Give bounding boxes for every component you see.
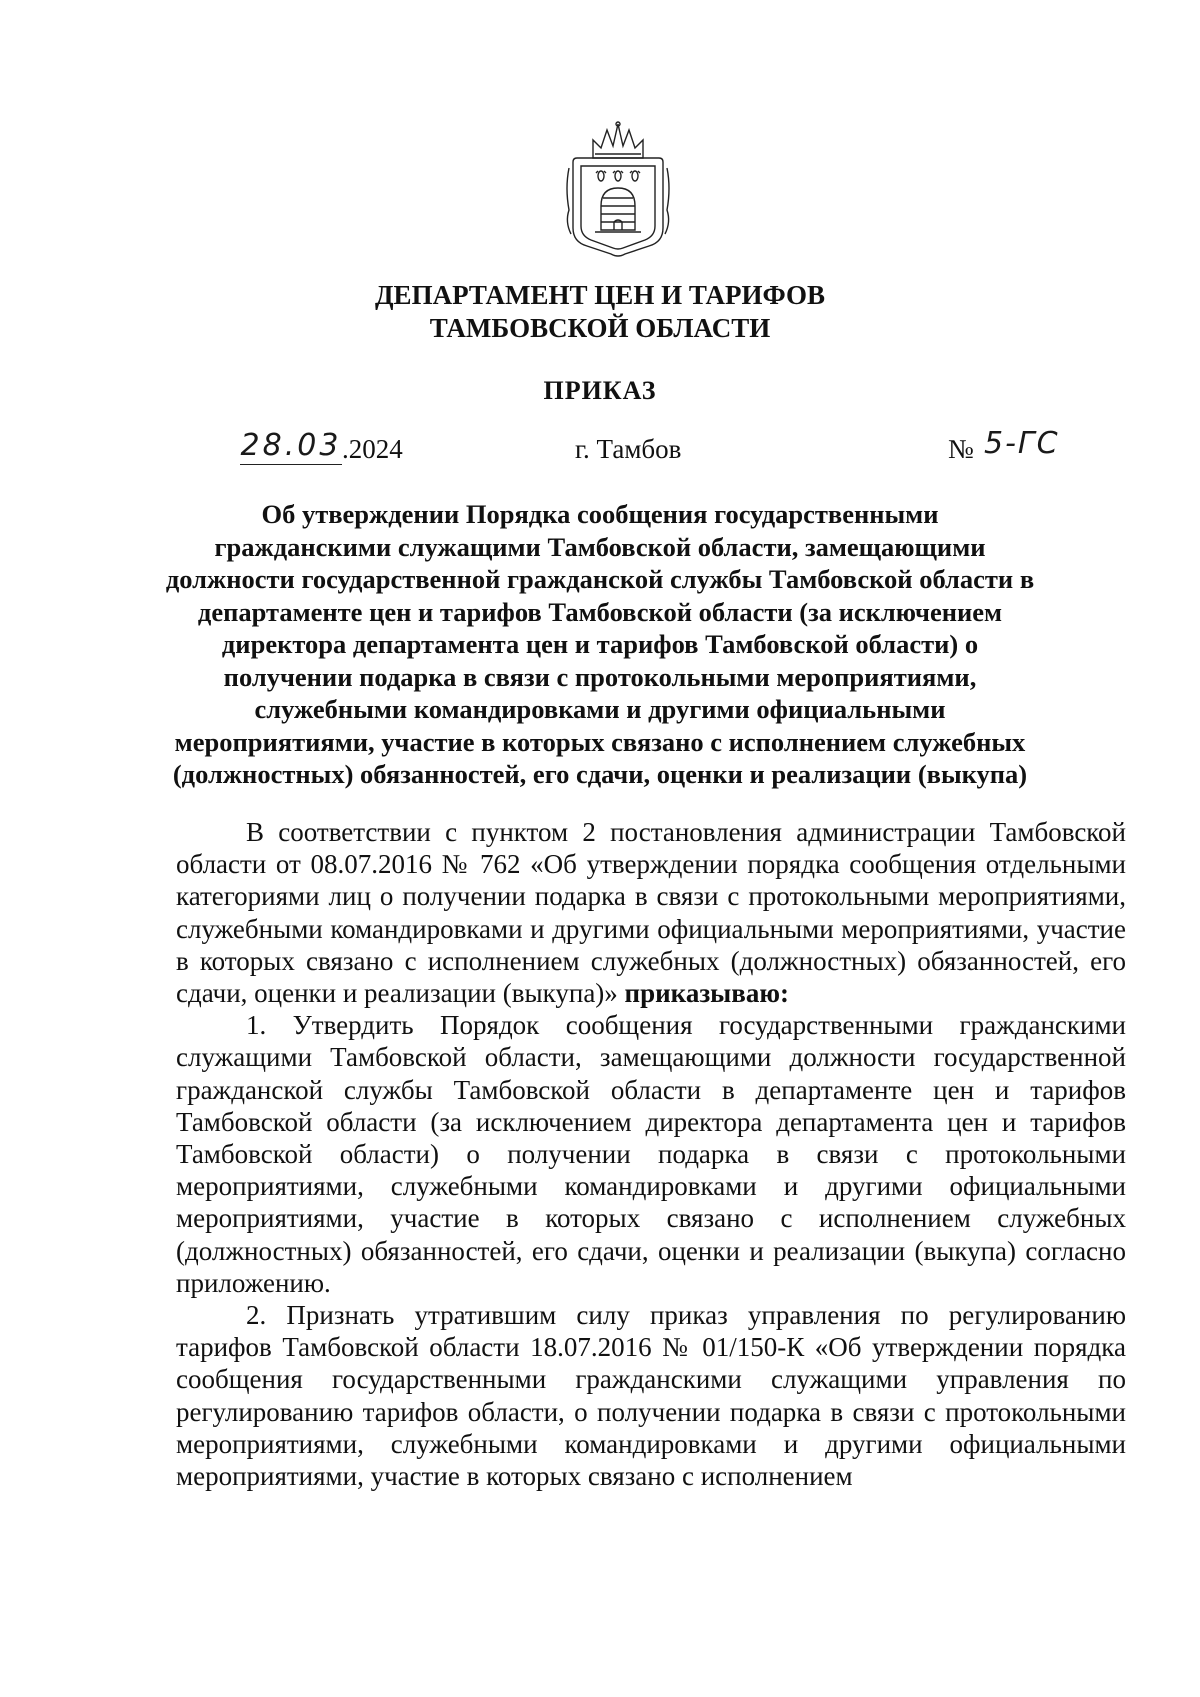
preamble-text: В соответствии с пунктом 2 постановления администрации Тамбовской области от 08.07.2016 № 762 «Об утверждении порядка сообщения отдельными категориями лиц о получении подарка в связи с протокольными мероприятиями, служебными командировками и другими официальными мероприятиями, участие в которых связано с исполнением служебных (должностных) обязанностей, его сдачи, оценки и реализации (выкупа)» <box>176 817 1126 1009</box>
city-label: г. Тамбов <box>575 434 682 464</box>
title-line: гражданскими служащими Тамбовской области, замещающими <box>214 531 986 562</box>
number-label: № <box>948 434 974 464</box>
title-line: департаменте цен и тарифов Тамбовской области (за исключением <box>197 596 1003 627</box>
order-meta-row <box>0 428 1200 474</box>
title-line: получении подарка в связи с протокольными мероприятиями, <box>223 661 977 692</box>
title-line: служебными командировками и другими официальными <box>254 694 946 724</box>
department-name-line-2: ТАМБОВСКОЙ ОБЛАСТИ <box>429 313 771 343</box>
date-year: .2024 <box>342 434 403 464</box>
tambov-coat-of-arms-icon <box>563 118 673 264</box>
title-line: Об утверждении Порядка сообщения государственными <box>261 499 939 529</box>
order-body <box>176 816 1126 1492</box>
title-line: (должностных) обязанностей, его сдачи, оценки и реализации (выкупа) <box>172 759 1028 789</box>
title-line: директора департамента цен и тарифов Тамбовской области) о <box>221 629 979 659</box>
title-line: должности государственной гражданской службы Тамбовской области в <box>165 564 1035 594</box>
handwritten-order-number: 5-ГС <box>984 426 1060 461</box>
preamble-paragraph <box>176 816 1126 1009</box>
item-1-paragraph: 1. Утвердить Порядок сообщения государственными гражданскими служащими Тамбовской области, замещающими должности государственной гражданской службы Тамбовской области в департаменте цен и тарифов Тамбовской области (за исключением директора департамента цен и тарифов Тамбовской области) о получении подарка в связи с протокольными мероприятиями, служебными командировками и другими официальными мероприятиями, участие в которых связано с исполнением служебных (должностных) обязанностей, его сдачи, оценки и реализации (выкупа) согласно приложению. <box>176 1010 1126 1298</box>
title-line: мероприятиями, участие в которых связано с исполнением служебных <box>174 726 1026 757</box>
handwritten-date: 28.03 <box>240 428 342 463</box>
order-word: приказываю: <box>624 978 789 1009</box>
order-heading: ПРИКАЗ <box>543 376 657 405</box>
item-2-paragraph: 2. Признать утратившим силу приказ управления по регулированию тарифов Тамбовской области 18.07.2016 № 01/150-К «Об утверждении порядка сообщения государственными гражданскими служащими управления по регулированию тарифов области, о получении подарка в связи с протокольными мероприятиями, служебными командировками и другими официальными мероприятиями, участие в которых связано с исполнением <box>176 1300 1126 1492</box>
order-title <box>0 498 1200 791</box>
department-name-line-1: ДЕПАРТАМЕНТ ЦЕН И ТАРИФОВ <box>374 280 826 310</box>
